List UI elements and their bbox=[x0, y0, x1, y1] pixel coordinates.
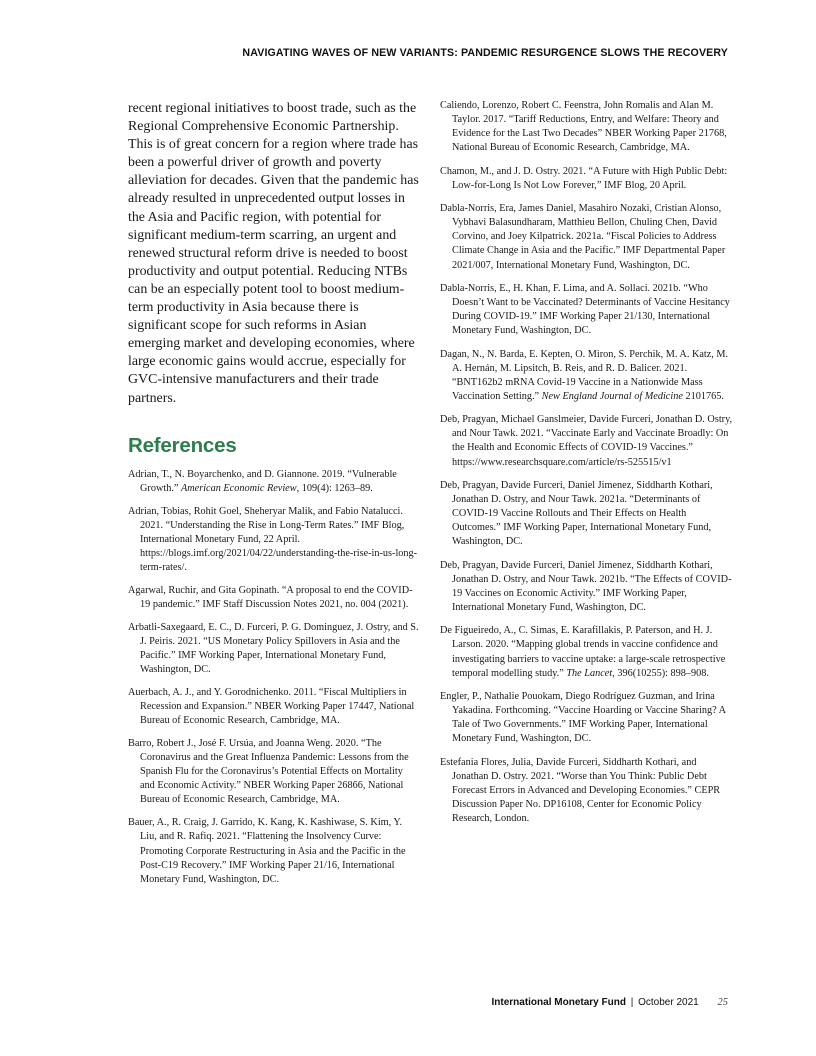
reference-entry: De Figueiredo, A., C. Simas, E. Karafillakis, P. Paterson, and H. J. Larson. 2020. “Mapping global trends in vaccine confidence and investigating barriers to vaccine uptake: a large-scale retrospective temporal modelling study.” The Lancet, 396(10255): 898–908. bbox=[440, 625, 726, 679]
reference-entry: Dagan, N., N. Barda, E. Kepten, O. Miron, S. Perchik, M. A. Katz, M. A. Hernán, M. Lipsitch, B. Reis, and R. D. Balicer. 2021. “BNT162b2 mRNA Covid-19 Vaccine in a Nationwide Mass Vaccination Setting.” New England Journal of Medicine 2101765. bbox=[440, 348, 729, 402]
reference-entry: Adrian, Tobias, Rohit Goel, Sheheryar Malik, and Fabio Natalucci. 2021. “Understanding the Rise in Long-Term Rates.” IMF Blog, International Monetary Fund, 22 April. https://blogs.imf.org/2021/04/22/understanding-the-rise-in-us-long-term-rates/. bbox=[128, 505, 418, 573]
footer-date: October 2021 bbox=[638, 997, 699, 1008]
reference-entry: Adrian, T., N. Boyarchenko, and D. Giannone. 2019. “Vulnerable Growth.” American Economic Review, 109(4): 1263–89. bbox=[128, 468, 397, 494]
left-column bbox=[128, 100, 420, 896]
running-header: NAVIGATING WAVES OF NEW VARIANTS: PANDEMIC RESURGENCE SLOWS THE RECOVERY bbox=[242, 47, 728, 59]
page-footer bbox=[491, 997, 728, 1008]
right-column bbox=[440, 99, 734, 835]
references-list-left bbox=[128, 468, 420, 887]
reference-entry: Dabla-Norris, E., H. Khan, F. Lima, and A. Sollaci. 2021b. “Who Doesn’t Want to be Vaccinated? Determinants of Vaccine Hesitancy During COVID-19.” IMF Working Paper 21/130, International Monetary Fund, Washington, DC. bbox=[440, 282, 730, 337]
reference-entry: Auerbach, A. J., and Y. Gorodnichenko. 2011. “Fiscal Multipliers in Recession and Expansion.” NBER Working Paper 17447, National Bureau of Economic Research, Cambridge, MA. bbox=[128, 687, 415, 727]
reference-entry: Dabla-Norris, Era, James Daniel, Masahiro Nozaki, Cristian Alonso, Vybhavi Balasundharam, Matthieu Bellon, Chuling Chen, David Corvino, and Joey Kilpatrick. 2021a. “Fiscal Policies to Address Climate Change in Asia and the Pacific.” IMF Departmental Paper 2021/007, International Monetary Fund, Washington, DC. bbox=[440, 203, 726, 271]
reference-entry: Deb, Pragyan, Davide Furceri, Daniel Jimenez, Siddharth Kothari, Jonathan D. Ostry, and Nour Tawk. 2021b. “The Effects of COVID-19 Vaccines on Economic Activity.” IMF Working Paper, International Monetary Fund, Washington, DC. bbox=[440, 559, 732, 613]
reference-entry: Estefania Flores, Julia, Davide Furceri, Siddharth Kothari, and Jonathan D. Ostry. 2021. “Worse than You Think: Public Debt Forecast Errors in Advanced and Developing Economies.” CEPR Discussion Paper No. DP16108, Center for Economic Policy Research, London. bbox=[440, 756, 721, 825]
references-list-right bbox=[440, 99, 734, 826]
reference-entry: Deb, Pragyan, Davide Furceri, Daniel Jimenez, Siddharth Kothari, Jonathan D. Ostry, and Nour Tawk. 2021a. “Determinants of COVID-19 Vaccine Rollouts and Their Effects on Health Outcomes.” IMF Working Paper, International Monetary Fund, Washington, DC. bbox=[440, 479, 713, 548]
reference-entry: Agarwal, Ruchir, and Gita Gopinath. “A proposal to end the COVID-19 pandemic.” IMF Staff Discussion Notes 2021, no. 004 (2021). bbox=[128, 584, 413, 610]
reference-entry: Bauer, A., R. Craig, J. Garrido, K. Kang, K. Kashiwase, S. Kim, Y. Liu, and R. Rafiq. 2021. “Flattening the Insolvency Curve: Promoting Corporate Restructuring in Asia and the Pacific in the Post-C19 Recovery.” IMF Working Paper 21/16, International Monetary Fund, Washington, DC. bbox=[128, 817, 406, 885]
reference-entry: Caliendo, Lorenzo, Robert C. Feenstra, John Romalis and Alan M. Taylor. 2017. “Tariff Reductions, Entry, and Welfare: Theory and Evidence for the Last Two Decades” NBER Working Paper 21768, National Bureau of Economic Research, Cambridge, MA. bbox=[440, 100, 727, 154]
reference-entry: Deb, Pragyan, Michael Ganslmeier, Davide Furceri, Jonathan D. Ostry, and Nour Tawk. 2021. “Vaccinate Early and Vaccinate Broadly: On the Health and Economic Effects of COVID-19 Vaccines.” https://www.researchsquare.com/article/rs-525515/v1 bbox=[440, 414, 733, 468]
reference-entry: Arbatli-Saxegaard, E. C., D. Furceri, P. G. Dominguez, J. Ostry, and S. J. Peiris. 2021. “US Monetary Policy Spillovers in Asia and the Pacific.” IMF Working Paper, International Monetary Fund, Washington, DC. bbox=[128, 621, 419, 676]
reference-entry: Engler, P., Nathalie Pouokam, Diego Rodríguez Guzman, and Irina Yakadina. Forthcoming. “Vaccine Hoarding or Vaccine Sharing? A Tale of Two Governments.” IMF Working Paper, International Monetary Fund, Washington, DC. bbox=[440, 691, 726, 745]
page-number: 25 bbox=[717, 997, 728, 1008]
footer-organization: International Monetary Fund bbox=[491, 997, 626, 1008]
reference-entry: Chamon, M., and J. D. Ostry. 2021. “A Future with High Public Debt: Low-for-Long Is Not Low Forever,” IMF Blog, 20 April. bbox=[440, 165, 728, 191]
references-heading: References bbox=[128, 433, 237, 457]
reference-entry: Barro, Robert J., José F. Ursúa, and Joanna Weng. 2020. “The Coronavirus and the Great Influenza Pandemic: Lessons from the Spanish Flu for the Coronavirus’s Potential Effects on Mortality and Economic Activity.” NBER Working Paper 26866, National Bureau of Economic Research, Cambridge, MA. bbox=[128, 738, 409, 806]
body-paragraph: recent regional initiatives to boost trade, such as the Regional Comprehensive Economic Partnership. This is of great concern for a region where trade has been a powerful driver of growth and poverty alleviation for decades. Given that the pandemic has already resulted in unprecedented output losses in the Asia and Pacific region, with potential for significant medium-term scarring, an urgent and renewed structural reform drive is needed to boost productivity and output potential. Reducing NTBs can be an especially potent tool to boost medium-term productivity in Asia because there is significant scope for such reforms in Asian emerging market and developing economies, where large economic gains would accrue, especially for GVC-intensive manufacturers and their trade partners. bbox=[128, 101, 419, 406]
footer-separator: | bbox=[630, 997, 634, 1008]
